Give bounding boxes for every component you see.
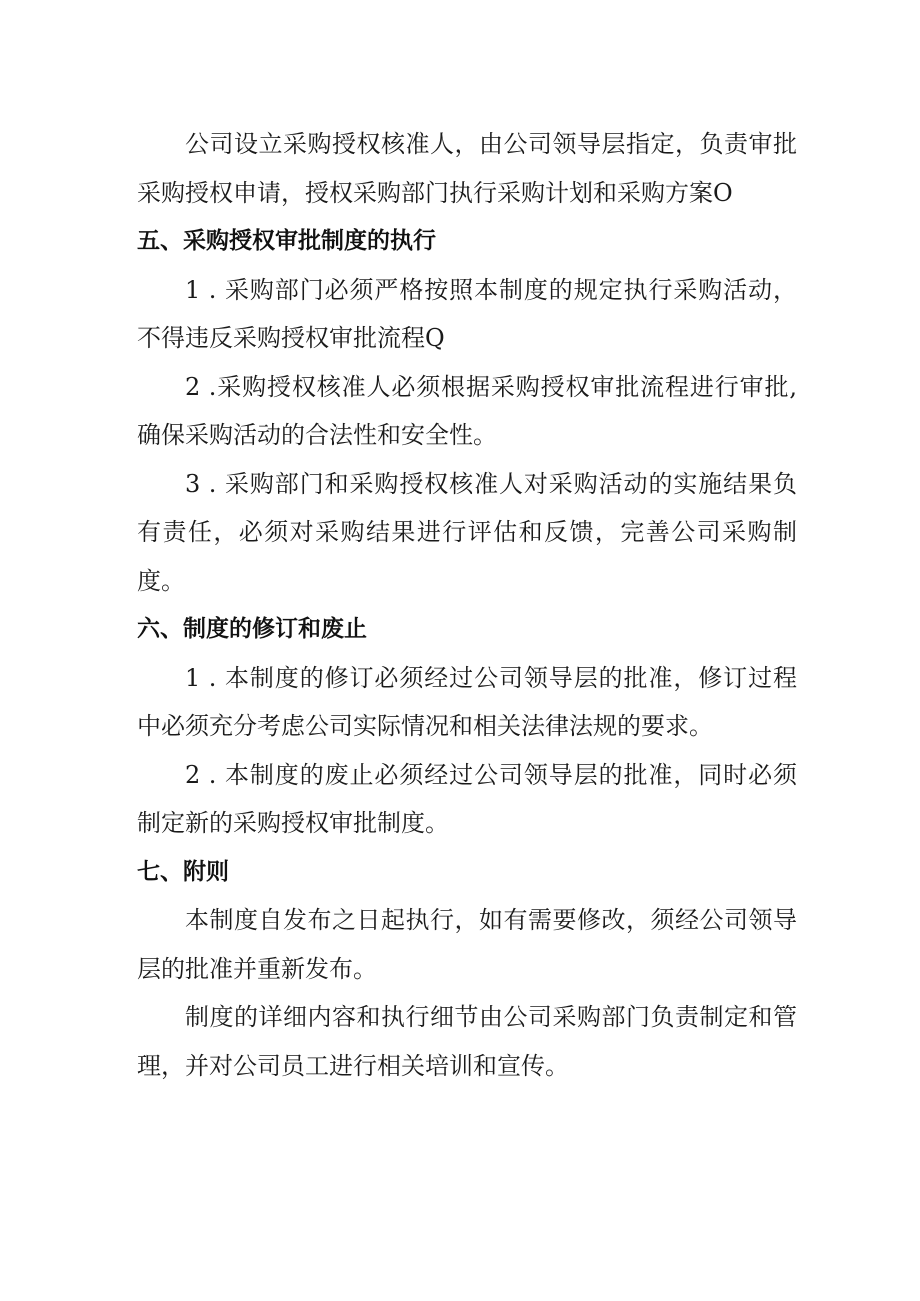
paragraph-execution-2: 2 .采购授权核准人必须根据采购授权审批流程进行审批,确保采购活动的合法性和安全性。 bbox=[137, 372, 797, 449]
paragraph-execution-1: 1 . 采购部门必须严格按照本制度的规定执行采购活动，不得违反采购授权审批流程Q bbox=[137, 275, 797, 352]
paragraph-supplementary-1: 本制度自发布之日起执行，如有需要修改，须经公司领导层的批准并重新发布。 bbox=[137, 906, 797, 983]
section-heading-supplementary: 七、附则 bbox=[137, 858, 229, 885]
paragraph-revision-2: 2 . 本制度的废止必须经过公司领导层的批准，同时必须制定新的采购授权审批制度。 bbox=[137, 760, 797, 837]
section-heading-revision: 六、制度的修订和废止 bbox=[137, 616, 367, 642]
section-heading-execution: 五、采购授权审批制度的执行 bbox=[137, 228, 436, 254]
paragraph-revision-1: 1 . 本制度的修订必须经过公司领导层的批准，修订过程中必须充分考虑公司实际情况和相关法律法规的要求。 bbox=[137, 663, 797, 740]
paragraph-execution-3: 3 . 采购部门和采购授权核准人对采购活动的实施结果负有责任，必须对采购结果进行评估和反馈，完善公司采购制度。 bbox=[137, 469, 797, 595]
paragraph-supplementary-2: 制度的详细内容和执行细节由公司采购部门负责制定和管理，并对公司员工进行相关培训和宣传。 bbox=[137, 1003, 797, 1080]
document-body bbox=[137, 120, 797, 1090]
paragraph-approver-role: 公司设立采购授权核准人，由公司领导层指定，负责审批采购授权申请，授权采购部门执行采购计划和采购方案O bbox=[137, 130, 797, 207]
